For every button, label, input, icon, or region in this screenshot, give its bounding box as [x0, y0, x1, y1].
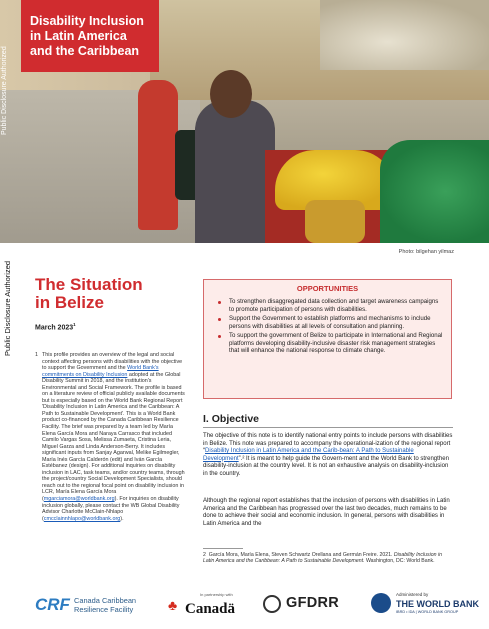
opportunity-item: To support the government of Belize to participate in International and Regional platforms developing disability-inclusive disaster risk management strategies that will enhance the national response to climate change. [210, 332, 445, 355]
disclosure-label-top: Public Disclosure Authorized [1, 46, 8, 135]
crf-name [74, 597, 136, 614]
crf-name-line: Canada Caribbean [74, 596, 137, 605]
footnote-text-part: This profile provides an overview of the legal and social context affecting persons with disabilities with the objective to support the Government and the [42, 352, 183, 372]
opportunity-item: Support the Government to establish platforms and mechanisms to include persons with disabilities at all levels of consultation and planning. [210, 315, 445, 330]
date-footnote-ref: 1 [73, 322, 76, 327]
section-divider [203, 427, 453, 428]
partnership-label: In partnership with [200, 592, 233, 597]
footnote-2 [203, 552, 453, 565]
disclosure-label-bottom: Public Disclosure Authorized [3, 260, 12, 356]
series-title-line: in Latin America [30, 29, 127, 43]
footnote-divider [203, 548, 243, 549]
world-bank-group-label: IBRD • IDA | WORLD BANK GROUP [396, 610, 459, 614]
footnote-text: Washington, DC: World Bank. [364, 558, 435, 565]
administered-by-label: Administered by [396, 592, 429, 597]
objective-paragraph-2: Although the regional report establishes that the inclusion of persons with disabilities in Latin America and the Caribbean has progressed over the last two decades, much remains to be done to achieve their social and economic inclusion. In general, persons with disabilities in Latin America and the [203, 498, 450, 527]
photo-woman-head [210, 70, 252, 118]
photo-vegetables [380, 140, 489, 243]
footnote-title-italic: Disability Inclusion in Latin America and the Caribbean: A Path to Sustainable Development. [203, 552, 443, 565]
canada-wordmark: Canadä [185, 601, 236, 617]
document-title [35, 276, 195, 312]
email-link-cmcclainnhlapo[interactable]: cmcclainnhlapo@worldbank.org [43, 515, 121, 522]
partner-logos [0, 588, 489, 629]
opportunity-item: To strengthen disaggregated data collection and target awareness campaigns to promote participation of persons with disabilities. [210, 298, 445, 313]
photo-person-red-shirt [138, 80, 178, 230]
footnote-number: 2 [203, 552, 206, 558]
opportunities-list [210, 298, 445, 355]
document-date [35, 322, 76, 331]
opportunities-box [203, 279, 452, 399]
footnote-1 [35, 352, 187, 522]
date-text: March 2023 [35, 324, 74, 332]
photo-credit: Photo: bilgehan yilmaz [398, 249, 454, 255]
section-heading-objective: I. Objective [203, 413, 260, 425]
email-link-mgarciamora[interactable]: mgarciamora@worldbank.org [43, 496, 115, 503]
paragraph-text: The objective of this note is to identify national entry points to include persons with disabilities in Belize. This note was prepared to accompany the operational-ization of the regional report “ [203, 433, 453, 455]
opportunities-title: OPPORTUNITIES [296, 284, 359, 293]
commitments-link[interactable]: World Bank's commitments on Disability Inclusion [42, 365, 159, 378]
footnote-text-part: adopted at the Global Disability Summit in 2018, and the institution's Environmental and Social Framework. The profile is based on a literature review of official publicly available documents but is especially based on the World Bank Regional Report 'Disability Inclusion in Latin America and the Caribbean: A Path to Sustainable Development'. This is a World Bank product co-financed by the Canada Caribbean Resilience Facility. The brief was prepared by a team led by María Elena García Mora and Naraya Carrasco that included Camilo Vargas Sosa, Melissa Zumaeta, Cristina Leria, Miguel Garza and Linda Anderson-Berry. It includes significant inputs from Sanjay Agarwal, Melike Egilmegler, María Inés García Calderón (edit) and Iván García Estébanez (design). For additional inquiries on disability inclusion in LAC, task teams, and/or country teams, through the project/country Social Development Specialists, should reach out to the regional focal point on disability inclusion in LCR, María Elena García Mora ( [42, 371, 185, 503]
gfdrr-logo: GFDRR [286, 595, 340, 611]
document-title-line: The Situation [35, 275, 143, 294]
document-title-line: in Belize [35, 293, 104, 312]
gfdrr-globe-icon [263, 595, 281, 613]
footnote-text [35, 352, 187, 522]
photo-hanging-bags [320, 0, 489, 70]
crf-logo: CRF [35, 595, 70, 614]
maple-leaf-icon: ♣ [168, 597, 178, 613]
series-title-line: Disability Inclusion [30, 14, 144, 28]
footnote-text: García Mora, María Elena, Steven Schwartz Orellana and Germán Freire. 2021. [208, 552, 394, 558]
crf-name-line: Resilience Facility [74, 604, 134, 614]
objective-paragraph-1 [203, 433, 453, 478]
footnote-number: 1 [35, 352, 38, 358]
regional-report-link[interactable]: Disability Inclusion in Latin America and the Carib-bean: A Path to Sustainable Development [203, 448, 414, 462]
world-bank-logo: THE WORLD BANK [396, 599, 479, 609]
report-series-title [21, 0, 159, 72]
photo-woman [195, 100, 275, 243]
paragraph-text: ”.² It is meant to help guide the Govern-ment and the World Bank to strengthen disability-inclusion at the country level. It is not an exhaustive analysis on disability-inclusion in the country. [203, 455, 449, 477]
footnote-text-part: ). [120, 515, 124, 522]
photo-pineapple [305, 200, 365, 243]
series-title-line: and the Caribbean [30, 44, 140, 58]
footnote-text-part: ). For inquiries on disability inclusion globally, please contact the WB Global Disability Advisor Charlotte McClain-Nhlapo ( [42, 496, 180, 522]
world-bank-globe-icon [371, 593, 391, 613]
